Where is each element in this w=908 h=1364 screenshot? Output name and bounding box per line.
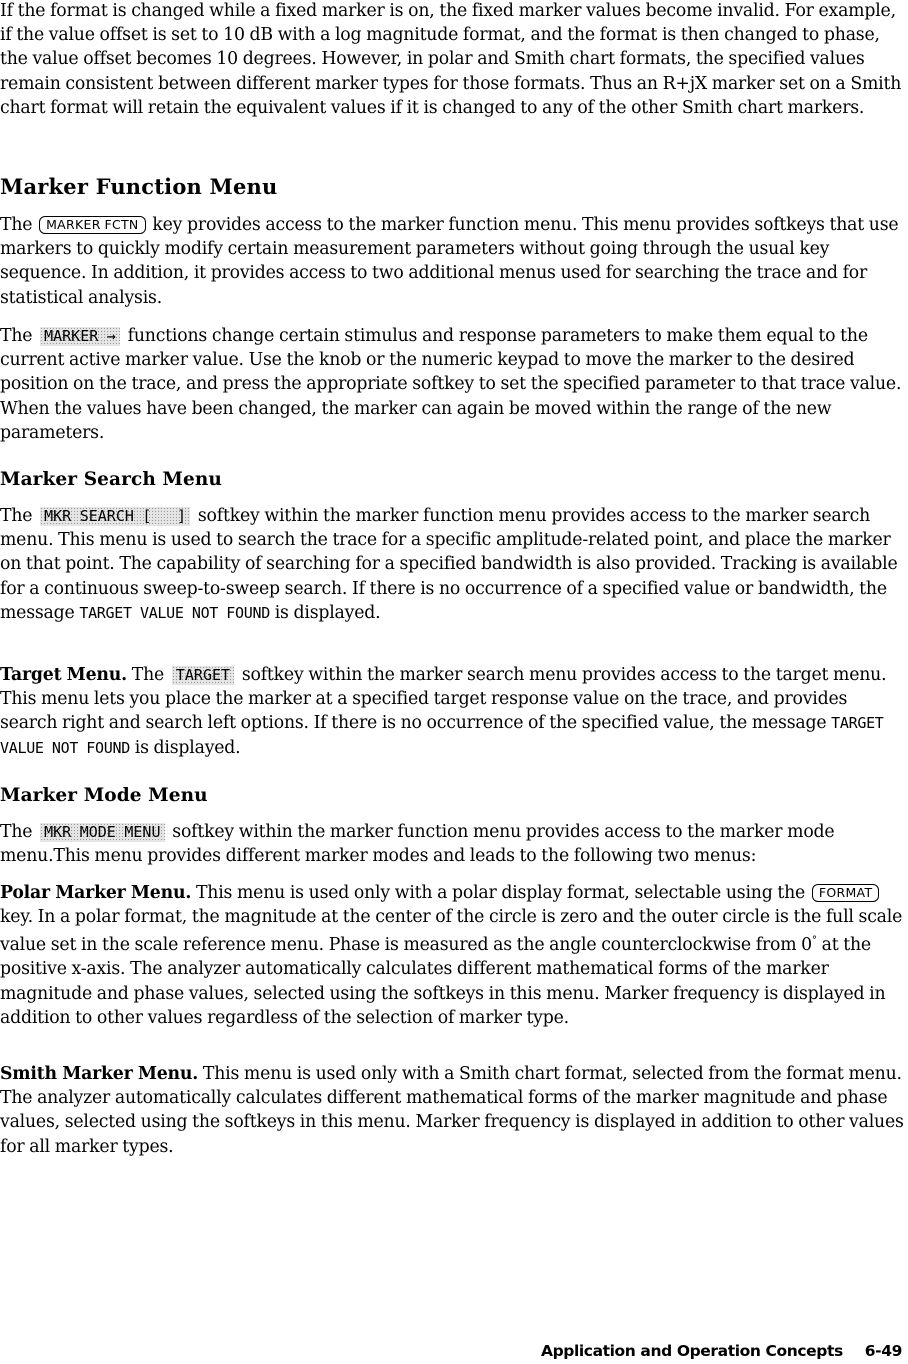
intro-paragraph — [0, 0, 906, 120]
polar-marker-paragraph: Polar Marker Menu. This menu is used only with a polar display format, selectable using the FORMAT key. In a polar format, the magnitude at the center of the circle is zero and the outer circle is the full scale value set in the scale reference menu. Phase is measured as the angle counterclockwise from 0° at the positive x-axis. The analyzer automatically calculates different mathematical forms of the marker magnitude and phase values, selected using the softkeys in this menu. Marker frequency is displayed in addition to other values regardless of the selection of marker type. — [0, 883, 903, 1028]
target-value-not-found-message: TARGET VALUE NOT FOUND — [79, 603, 270, 622]
page-footer — [541, 1342, 902, 1360]
target-menu-paragraph: Target Menu. The TARGET softkey within the marker search menu provides access to the target menu. This menu lets you place the marker at a specified target response value on the trace, and provides search right and search left options. If there is no occurrence of the specified value, the message TARGET VALUE NOT FOUND is displayed. — [0, 665, 887, 758]
smith-marker-paragraph: Smith Marker Menu. This menu is used only with a Smith chart format, selected from the format menu. The analyzer automatically calculates different mathematical forms of the marker magnitude and phase values, selected using the softkeys in this menu. Marker frequency is displayed in addition to other values for all marker types. — [0, 1064, 904, 1157]
marker-search-heading: Marker Search Menu — [0, 469, 222, 490]
mkr-search-softkey: MKR SEARCH [ ] — [40, 507, 190, 526]
marker-function-paragraph-1: The MARKER FCTN key provides access to the marker function menu. This menu provides softkeys that use markers to quickly modify certain measurement parameters without going through the usual key sequence. In addition, it provides access to two additional menus used for searching the trace and for statistical analysis. — [0, 215, 899, 308]
target-menu-title: Target Menu. — [0, 665, 127, 685]
polar-marker-title: Polar Marker Menu. — [0, 883, 192, 903]
format-key: FORMAT — [812, 884, 880, 902]
marker-mode-heading: Marker Mode Menu — [0, 785, 208, 806]
marker-arrow-softkey: MARKER → — [40, 327, 120, 346]
target-value-not-found-message: TARGET VALUE NOT FOUND — [0, 714, 884, 757]
footer-section-title: Application and Operation Concepts — [540, 1342, 843, 1360]
mkr-mode-menu-softkey: MKR MODE MENU — [40, 823, 164, 842]
page-number: 6-49 — [864, 1342, 902, 1360]
marker-function-paragraph-2: The MARKER → functions change certain stimulus and response parameters to make them equal to the current active marker value. Use the knob or the numeric keypad to move the marker to the desired position on the trace, and press the appropriate softkey to set the specified parameter to that trace value. When the values have been changed, the marker can again be moved within the range of the new parameters. — [0, 326, 902, 443]
marker-function-heading: Marker Function Menu — [0, 174, 278, 199]
degree-symbol: ° — [811, 935, 817, 947]
target-softkey: TARGET — [172, 666, 234, 685]
smith-marker-title: Smith Marker Menu. — [0, 1064, 199, 1084]
intro-text: If the format is changed while a fixed marker is on, the fixed marker values become invalid. For example, if the value offset is set to 10 dB with a log magnitude format, and the format is then changed to phase, the value offset becomes 10 degrees. However, in polar and Smith chart formats, the specified values remain consistent between different marker types for those formats. Thus an R+jX marker set on a Smith chart format will retain the equivalent values if it is changed to any of the other Smith chart markers. — [0, 1, 902, 118]
marker-mode-paragraph: The MKR MODE MENU softkey within the marker function menu provides access to the marker mode menu.This menu provides different marker modes and leads to the following two menus: — [0, 822, 835, 867]
marker-fctn-key: MARKER FCTN — [39, 216, 145, 234]
marker-search-paragraph: The MKR SEARCH [ ] softkey within the marker function menu provides access to the marker search menu. This menu is used to search the trace for a specific amplitude-related point, and place the marker on that point. The capability of searching for a specified bandwidth is also provided. Tracking is available for a continuous sweep-to-sweep search. If there is no occurrence of a specified value or bandwidth, the message TARGET VALUE NOT FOUND is displayed. — [0, 506, 898, 623]
